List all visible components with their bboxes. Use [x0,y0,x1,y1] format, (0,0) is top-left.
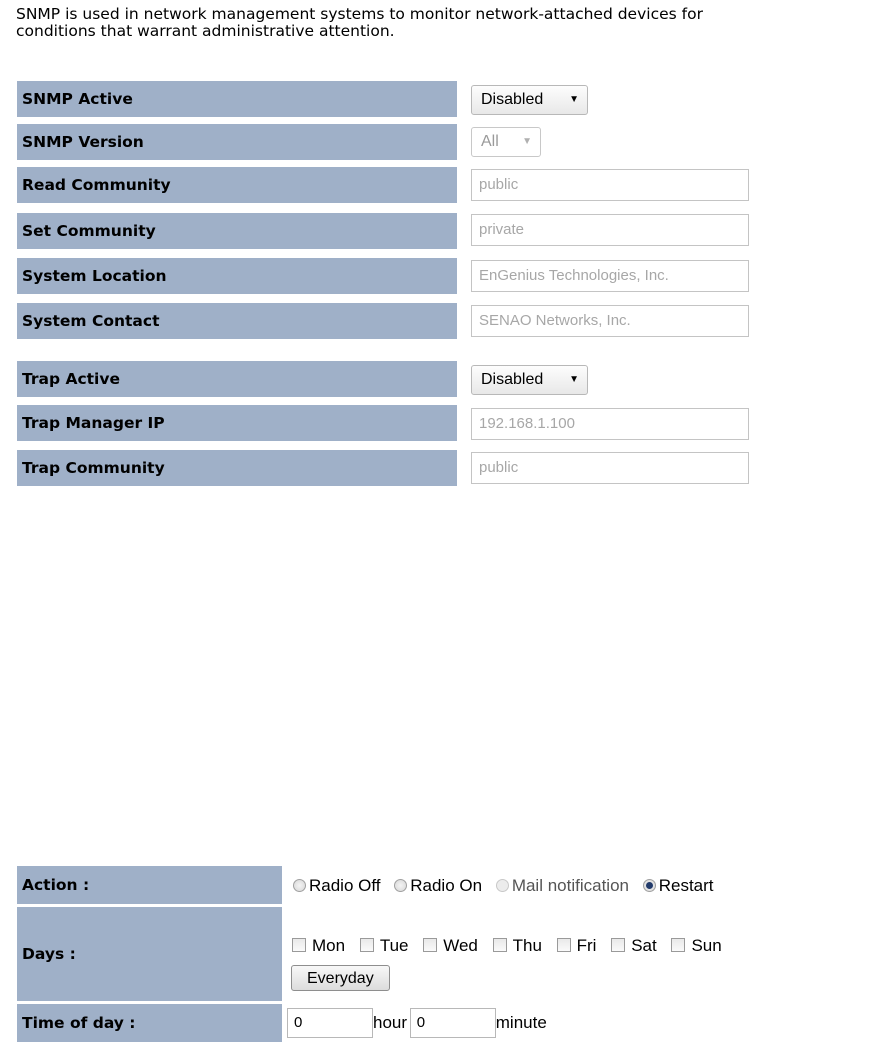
read-community-label: Read Community [17,167,457,203]
trap-active-select[interactable] [471,365,588,395]
mon-label: Mon [312,936,346,955]
snmp-active-select[interactable] [471,85,588,115]
wed-label: Wed [443,936,478,955]
sun-label: Sun [691,936,722,955]
system-contact-input[interactable]: SENAO Networks, Inc. [471,305,749,337]
time-of-day-label: Time of day : [17,1004,282,1042]
hour-unit: hour [373,1013,408,1032]
trap-active-value: Disabled [481,371,544,388]
restart-label: Restart [658,876,714,895]
read-community-input[interactable]: public [471,169,749,201]
radio-off-radio[interactable] [293,879,306,892]
tue-label: Tue [379,936,409,955]
chevron-down-icon: ▼ [569,374,579,385]
trap-active-label: Trap Active [17,361,457,397]
everyday-button[interactable]: Everyday [291,965,390,991]
time-of-day-fields [287,1008,547,1038]
radio-on-label: Radio On [410,876,483,895]
set-community-input[interactable]: private [471,214,749,246]
tue-checkbox[interactable] [360,938,374,952]
days-checkbox-group [288,936,722,956]
restart-radio[interactable] [643,879,656,892]
action-radio-group [290,876,720,896]
minute-unit: minute [495,1013,547,1032]
snmp-active-label: SNMP Active [17,81,457,117]
trap-manager-ip-label: Trap Manager IP [17,405,457,441]
snmp-version-select[interactable] [471,127,541,157]
trap-community-input[interactable]: public [471,452,749,484]
trap-manager-ip-input[interactable]: 192.168.1.100 [471,408,749,440]
intro-text [16,6,876,40]
chevron-down-icon: ▼ [522,136,532,147]
fri-label: Fri [576,936,597,955]
action-label: Action : [17,866,282,904]
chevron-down-icon: ▼ [569,94,579,105]
mon-checkbox[interactable] [292,938,306,952]
mail-notification-label: Mail notification [511,876,629,895]
snmp-version-label: SNMP Version [17,124,457,160]
trap-community-label: Trap Community [17,450,457,486]
intro-line-2: conditions that warrant administrative attention. [16,22,395,40]
wed-checkbox[interactable] [423,938,437,952]
fri-checkbox[interactable] [557,938,571,952]
hour-input[interactable]: 0 [287,1008,373,1038]
days-label: Days : [17,907,282,1001]
snmp-version-value: All [481,133,499,150]
sat-checkbox[interactable] [611,938,625,952]
set-community-label: Set Community [17,213,457,249]
system-contact-label: System Contact [17,303,457,339]
snmp-active-value: Disabled [481,91,544,108]
sat-label: Sat [631,936,657,955]
thu-label: Thu [512,936,542,955]
radio-on-radio[interactable] [394,879,407,892]
minute-input[interactable]: 0 [410,1008,496,1038]
intro-line-1: SNMP is used in network management systems to monitor network-attached devices for [16,5,703,23]
radio-off-label: Radio Off [309,876,381,895]
system-location-input[interactable]: EnGenius Technologies, Inc. [471,260,749,292]
system-location-label: System Location [17,258,457,294]
thu-checkbox[interactable] [493,938,507,952]
mail-notification-radio[interactable] [496,879,509,892]
sun-checkbox[interactable] [671,938,685,952]
